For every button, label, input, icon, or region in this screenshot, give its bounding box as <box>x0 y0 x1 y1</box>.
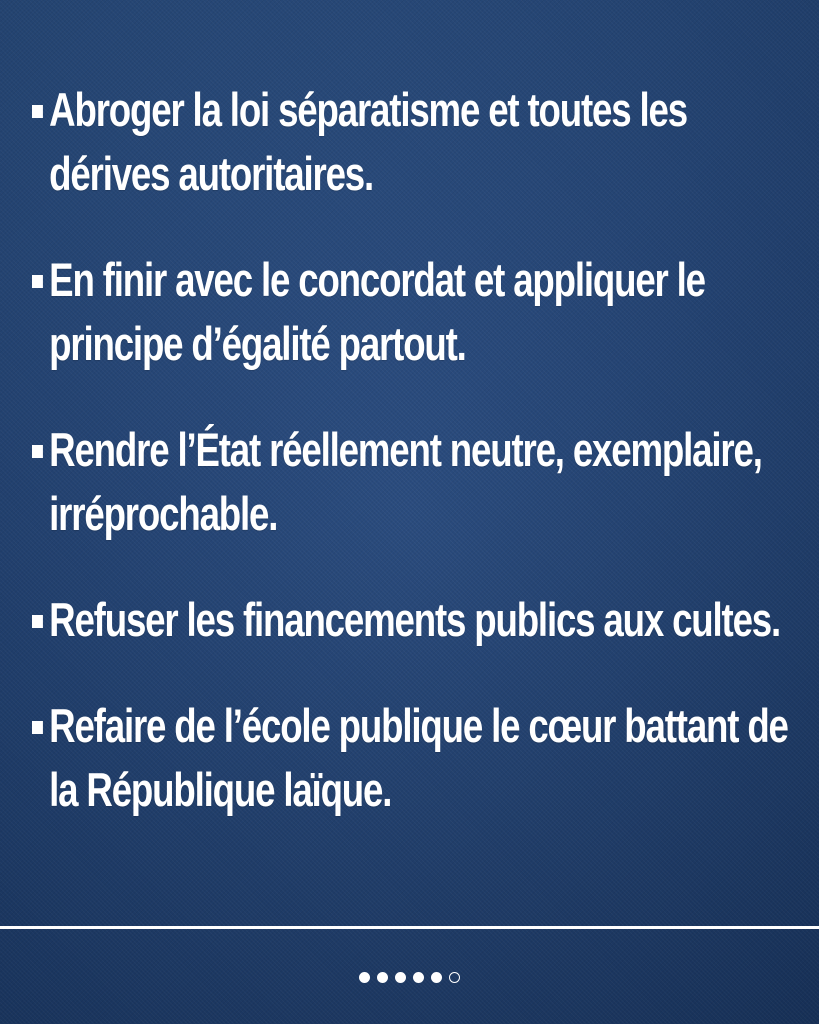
bullet-text: En finir avec le concordat et appliquer le principe d’égalité partout. <box>49 253 705 370</box>
bullet-item <box>32 248 794 376</box>
bullet-list <box>32 78 792 864</box>
square-bullet-icon <box>32 445 43 458</box>
square-bullet-icon <box>32 615 43 628</box>
bullet-item <box>32 588 794 652</box>
bullet-item <box>32 418 794 546</box>
bullet-text: Rendre l’État réellement neutre, exemplaire, irréprochable. <box>49 423 762 540</box>
pagination-dot[interactable] <box>413 972 424 983</box>
pagination-dot-active[interactable] <box>431 972 442 983</box>
divider-line <box>0 926 819 929</box>
square-bullet-icon <box>32 275 43 288</box>
pagination-dot[interactable] <box>395 972 406 983</box>
square-bullet-icon <box>32 105 43 118</box>
pagination-dot[interactable] <box>377 972 388 983</box>
bullet-text: Abroger la loi séparatisme et toutes les dérives autoritaires. <box>49 83 687 200</box>
square-bullet-icon <box>32 721 43 734</box>
carousel-pagination <box>0 972 819 983</box>
bullet-item <box>32 78 794 206</box>
pagination-dot[interactable] <box>359 972 370 983</box>
bullet-text: Refaire de l’école publique le cœur battant de la République laïque. <box>49 699 788 816</box>
bullet-text: Refuser les financements publics aux cultes. <box>49 593 781 646</box>
pagination-dot[interactable] <box>449 972 460 983</box>
bullet-item <box>32 694 794 822</box>
